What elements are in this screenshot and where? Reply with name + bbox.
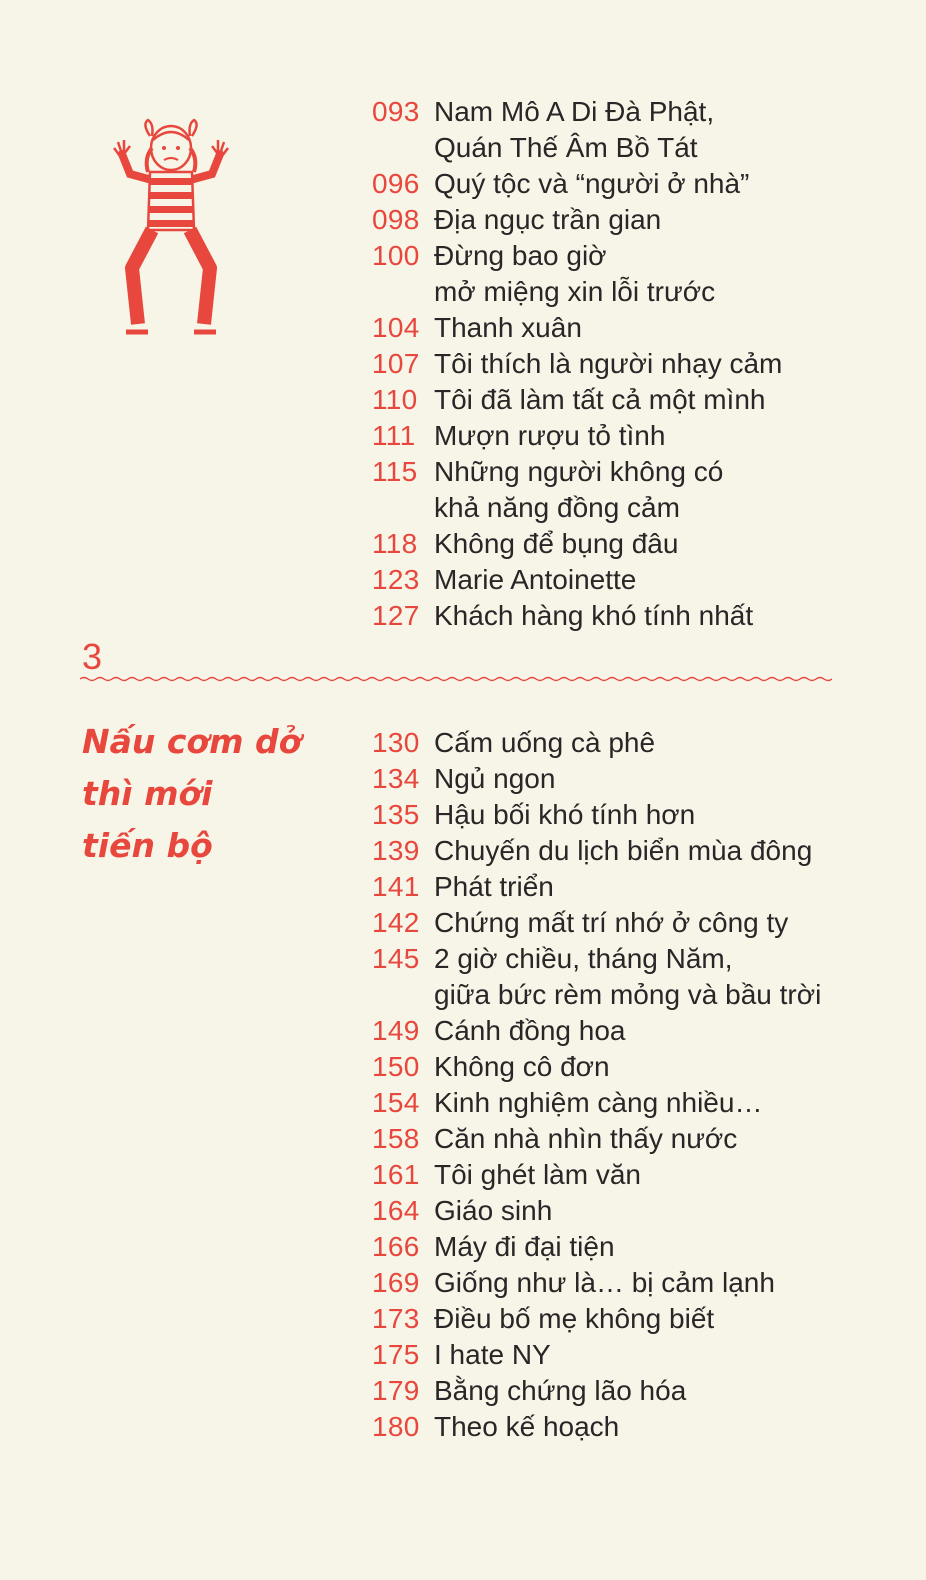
toc-entry-title: Phát triển (434, 871, 554, 902)
toc-entry (372, 94, 912, 166)
toc-entry-page: 169 (372, 1267, 420, 1298)
toc-entry-title: Kinh nghiệm càng nhiều… (434, 1087, 763, 1118)
toc-entry-page: 139 (372, 835, 420, 866)
toc-entry-title: Không cô đơn (434, 1051, 610, 1082)
toc-entry (372, 202, 912, 238)
toc-entry (372, 905, 912, 941)
toc-entry-title: 2 giờ chiều, tháng Năm, giữa bức rèm mỏng và bầu trời (434, 943, 822, 1010)
toc-entry-title: Ngủ ngon (434, 763, 556, 794)
toc-entry-page: 093 (372, 96, 420, 127)
toc-entry-title: Địa ngục trần gian (434, 204, 662, 235)
character-illustration (108, 118, 234, 348)
toc-entry-page: 111 (372, 420, 416, 451)
toc-entry-title: Bằng chứng lão hóa (434, 1375, 687, 1406)
toc-entry-page: 149 (372, 1015, 420, 1046)
toc-entry (372, 941, 912, 1013)
toc-entry-title: Căn nhà nhìn thấy nước (434, 1123, 738, 1154)
toc-entry (372, 797, 912, 833)
chapter-number: 3 (82, 636, 103, 677)
toc-entry-title: Quý tộc và “người ở nhà” (434, 168, 750, 199)
toc-entry-page: 135 (372, 799, 420, 830)
chapter-title: Nấu cơm dở thì mới tiến bộ (82, 722, 302, 865)
toc-entry (372, 526, 912, 562)
toc-entry-title: Không để bụng đâu (434, 528, 679, 559)
toc-entry-title: Khách hàng khó tính nhất (434, 600, 754, 631)
toc-entry (372, 1409, 912, 1445)
toc-entry-page: 098 (372, 204, 420, 235)
chapter-divider (80, 676, 832, 682)
toc-entry-page: 175 (372, 1339, 420, 1370)
toc-entry-title: Đừng bao giờ mở miệng xin lỗi trước (434, 240, 716, 307)
toc-entry-title: Tôi đã làm tất cả một mình (434, 384, 766, 415)
toc-entry-page: 150 (372, 1051, 420, 1082)
toc-entry (372, 382, 912, 418)
toc-entry (372, 1193, 912, 1229)
toc-entry-title: Theo kế hoạch (434, 1411, 620, 1442)
toc-entry-page: 179 (372, 1375, 420, 1406)
toc-entry (372, 1049, 912, 1085)
toc-entry-title: Cấm uống cà phê (434, 727, 656, 758)
toc-entry (372, 869, 912, 905)
toc-entry-page: 161 (372, 1159, 420, 1190)
toc-entry (372, 238, 912, 310)
toc-entry-title: Máy đi đại tiện (434, 1231, 615, 1262)
toc-entry (372, 562, 912, 598)
toc-entry-title: Cánh đồng hoa (434, 1015, 626, 1046)
toc-entry (372, 598, 912, 634)
toc-entry (372, 833, 912, 869)
toc-entry-title: Tôi ghét làm văn (434, 1159, 641, 1190)
toc-entry-title: Mượn rượu tỏ tình (434, 420, 666, 451)
toc-entry (372, 1373, 912, 1409)
toc-entry-title: Nam Mô A Di Đà Phật, Quán Thế Âm Bồ Tát (434, 96, 715, 163)
toc-entry-page: 141 (372, 871, 420, 902)
toc-entry (372, 1121, 912, 1157)
toc-entry-title: Hậu bối khó tính hơn (434, 799, 696, 830)
toc-entry (372, 166, 912, 202)
toc-entry-page: 145 (372, 943, 420, 974)
toc-entry (372, 1229, 912, 1265)
toc-entry-page: 127 (372, 600, 420, 631)
toc-entry-page: 173 (372, 1303, 420, 1334)
toc-entry (372, 1085, 912, 1121)
toc-entry-page: 164 (372, 1195, 420, 1226)
toc-entry-page: 134 (372, 763, 420, 794)
toc-entry (372, 454, 912, 526)
toc-entry-title: Những người không có khả năng đồng cảm (434, 456, 724, 523)
toc-entry (372, 1157, 912, 1193)
toc-entry-title: I hate NY (434, 1339, 551, 1370)
toc-entry-page: 154 (372, 1087, 420, 1118)
toc-entry-page: 118 (372, 528, 418, 559)
toc-entry-page: 180 (372, 1411, 420, 1442)
toc-entry (372, 418, 912, 454)
toc-entry-page: 107 (372, 348, 420, 379)
toc-entry-title: Giống như là… bị cảm lạnh (434, 1267, 775, 1298)
toc-entry-title: Tôi thích là người nhạy cảm (434, 348, 783, 379)
toc-entry-title: Chuyến du lịch biển mùa đông (434, 835, 813, 866)
toc-entry-page: 158 (372, 1123, 420, 1154)
toc-entry (372, 310, 912, 346)
toc-entry-page: 104 (372, 312, 420, 343)
toc-entry (372, 761, 912, 797)
toc-entry-page: 115 (372, 456, 418, 487)
toc-entry-title: Điều bố mẹ không biết (434, 1303, 715, 1334)
toc-entry-title: Giáo sinh (434, 1195, 553, 1226)
toc-entry (372, 1337, 912, 1373)
toc-entry-title: Marie Antoinette (434, 564, 637, 595)
toc-entry-page: 142 (372, 907, 420, 938)
toc-entry-page: 130 (372, 727, 420, 758)
toc-entry-title: Chứng mất trí nhớ ở công ty (434, 907, 789, 938)
toc-entry-page: 110 (372, 384, 418, 415)
toc-entry (372, 346, 912, 382)
toc-entry (372, 1013, 912, 1049)
toc-entry (372, 1265, 912, 1301)
toc-entry-page: 096 (372, 168, 420, 199)
toc-entry-page: 123 (372, 564, 420, 595)
toc-entry-page: 166 (372, 1231, 420, 1262)
toc-entry-page: 100 (372, 240, 420, 271)
toc-entry-title: Thanh xuân (434, 312, 582, 343)
toc-entry (372, 1301, 912, 1337)
toc-entry (372, 725, 912, 761)
